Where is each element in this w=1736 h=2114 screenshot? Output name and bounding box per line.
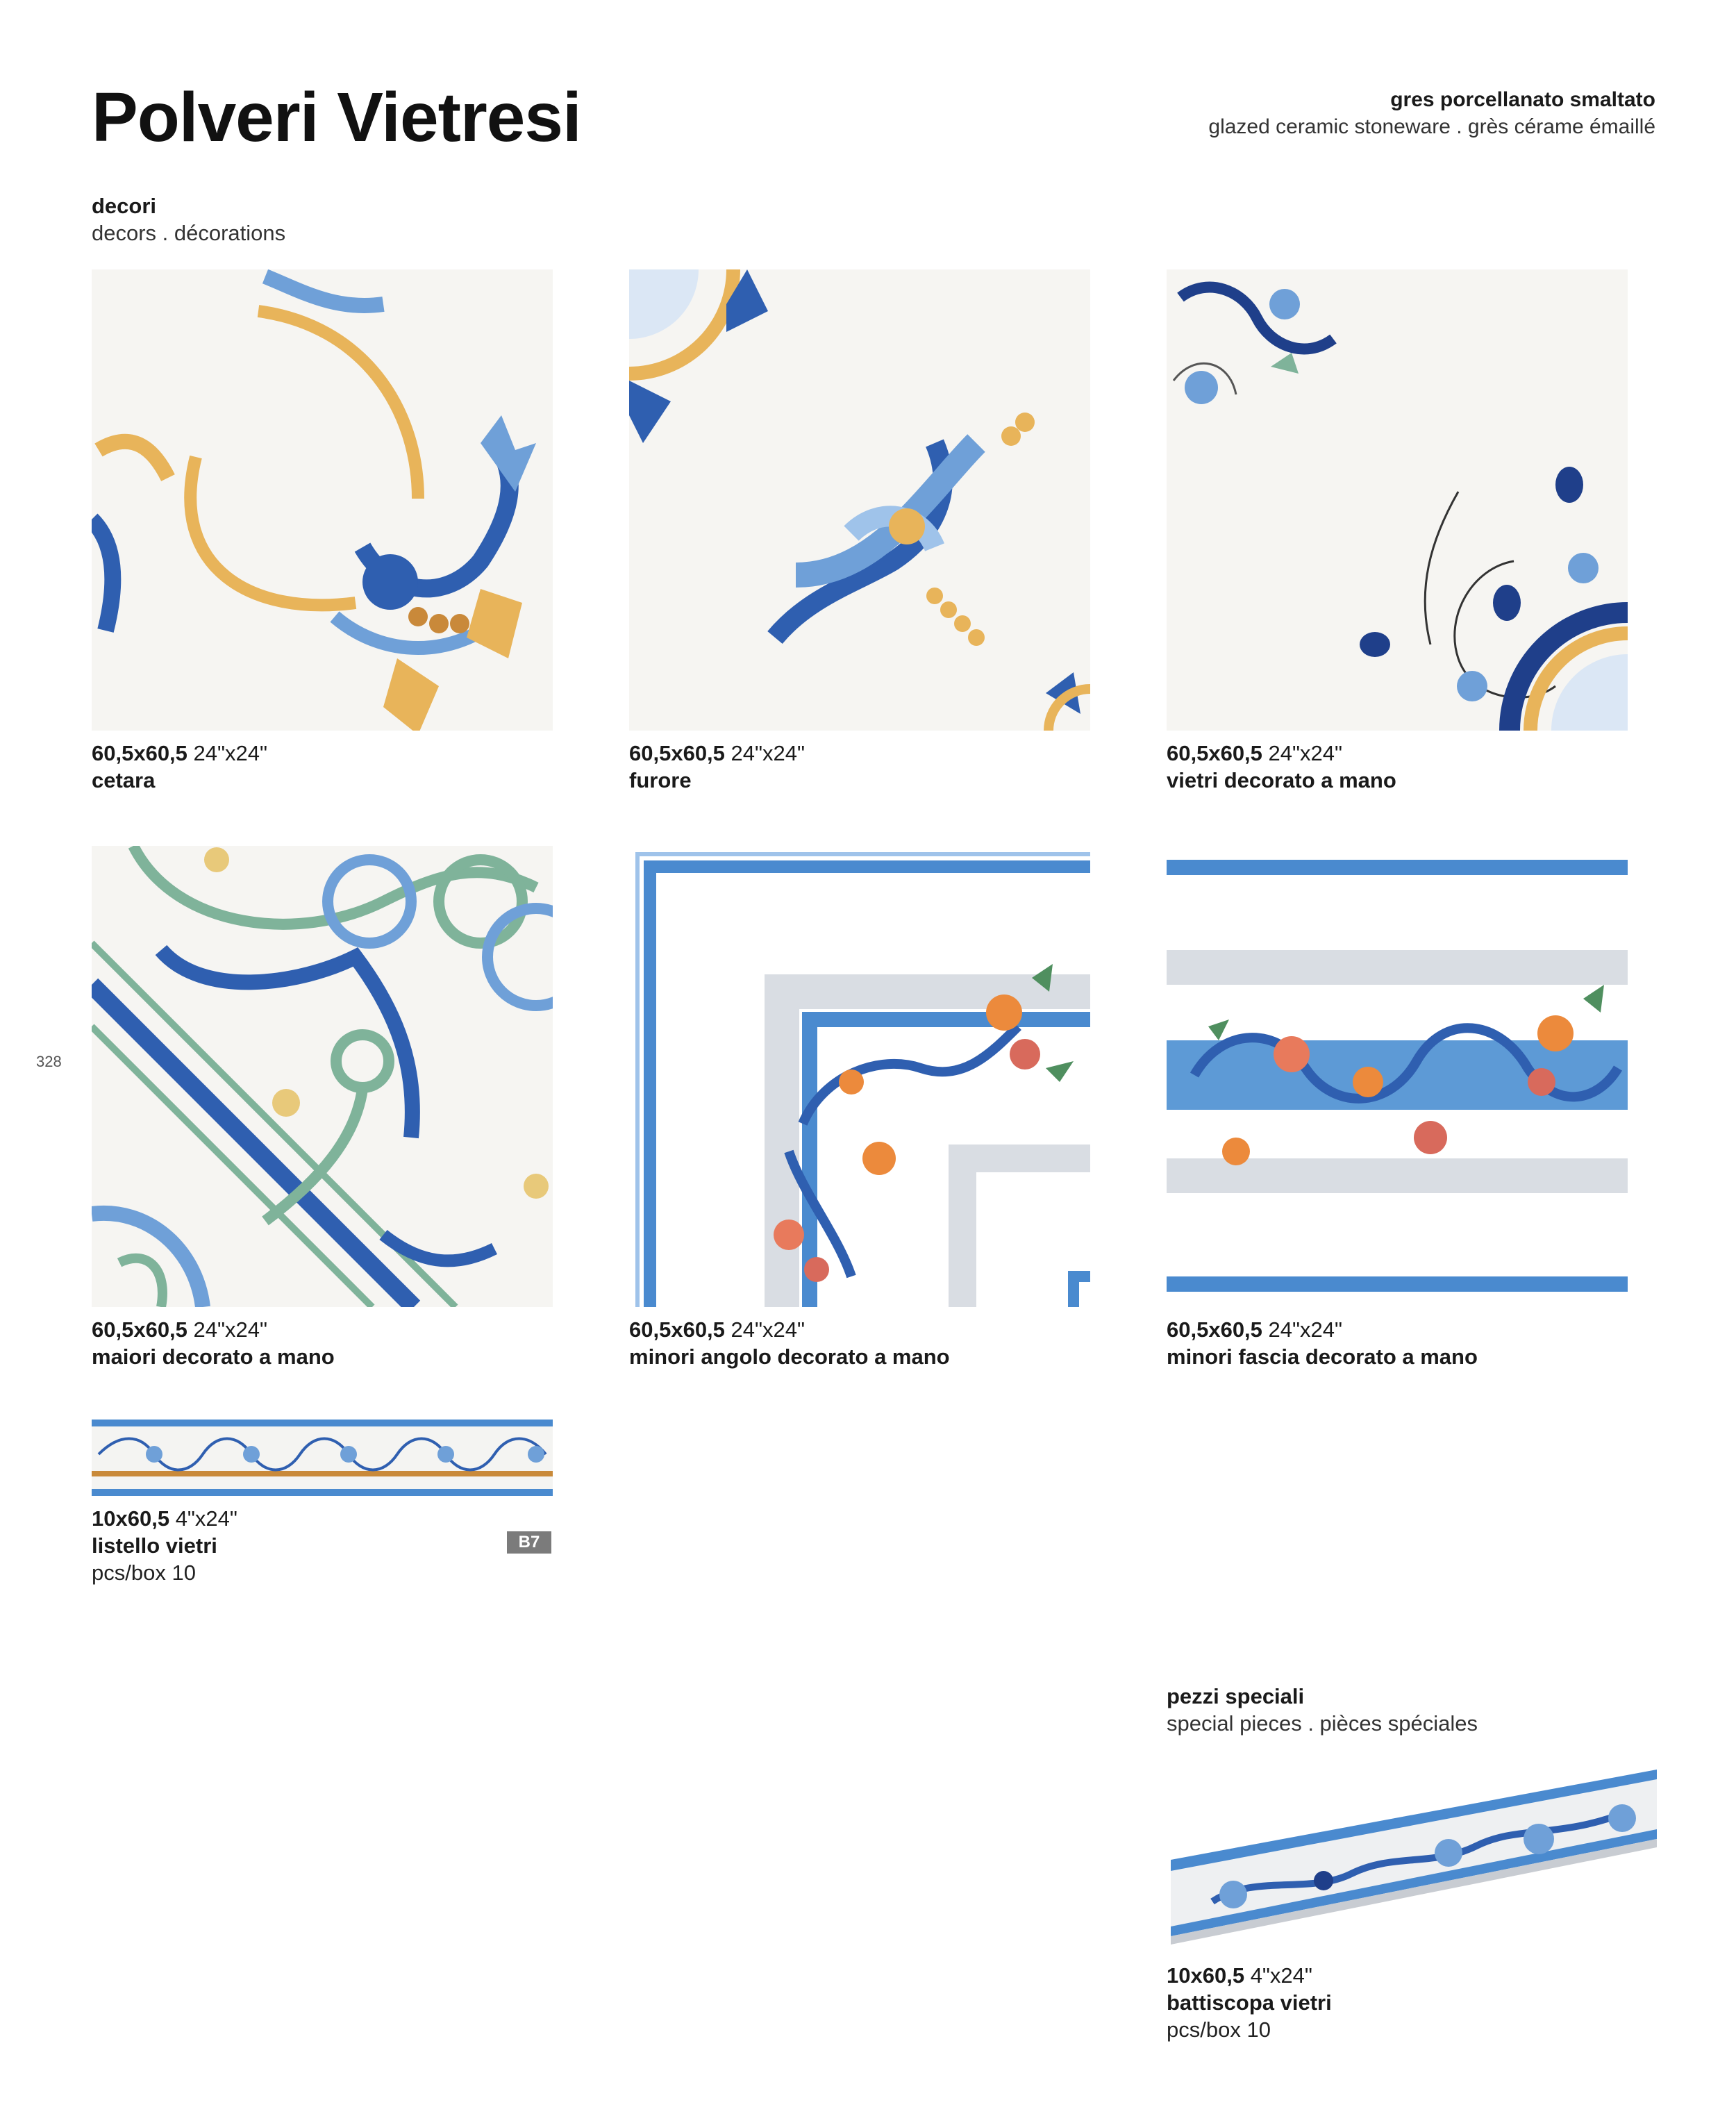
product-caption: 60,5x60,5 24"x24" furore bbox=[629, 740, 805, 794]
section-special-heading bbox=[1167, 1683, 1478, 1738]
minori-fascia-pattern bbox=[1167, 846, 1628, 1307]
product-caption: 60,5x60,5 24"x24" minori angolo decorato a mano bbox=[629, 1317, 950, 1371]
material-translations: glazed ceramic stoneware . grès cérame émaillé bbox=[1208, 115, 1655, 138]
product-name: vietri decorato a mano bbox=[1167, 767, 1396, 792]
tile-image-cetara[interactable] bbox=[92, 269, 553, 731]
cetara-pattern bbox=[92, 269, 553, 731]
product-name: minori angolo decorato a mano bbox=[629, 1344, 950, 1369]
battiscopa-image[interactable] bbox=[1171, 1770, 1657, 1950]
battiscopa-pcs: pcs/box 10 bbox=[1167, 2017, 1271, 2042]
listello-image[interactable] bbox=[92, 1420, 553, 1496]
product-name: cetara bbox=[92, 767, 156, 792]
product-caption: 60,5x60,5 24"x24" cetara bbox=[92, 740, 267, 794]
product-caption: 60,5x60,5 24"x24" maiori decorato a mano bbox=[92, 1317, 335, 1371]
page-title: Polveri Vietresi bbox=[92, 78, 581, 156]
section-decors-title: decori bbox=[92, 194, 157, 218]
listello-name: listello vietri bbox=[92, 1533, 217, 1558]
tile-image-maiori[interactable] bbox=[92, 846, 553, 1307]
battiscopa-name: battiscopa vietri bbox=[1167, 1990, 1332, 2015]
tile-image-minori-fascia[interactable] bbox=[1167, 846, 1628, 1307]
tile-image-minori-angolo[interactable] bbox=[629, 846, 1090, 1307]
product-name: minori fascia decorato a mano bbox=[1167, 1344, 1478, 1369]
vietri-pattern bbox=[1167, 269, 1628, 731]
product-caption: 60,5x60,5 24"x24" vietri decorato a mano bbox=[1167, 740, 1396, 794]
minori-angolo-pattern bbox=[629, 846, 1090, 1307]
page-number: 328 bbox=[36, 1053, 62, 1070]
product-name: maiori decorato a mano bbox=[92, 1344, 335, 1369]
section-decors-subtitle: decors . décorations bbox=[92, 220, 286, 245]
listello-pcs: pcs/box 10 bbox=[92, 1560, 196, 1585]
battiscopa-pattern bbox=[1171, 1770, 1657, 1950]
furore-pattern bbox=[629, 269, 1090, 731]
tile-image-vietri-decorato[interactable] bbox=[1167, 269, 1628, 731]
packaging-badge: B7 bbox=[507, 1531, 551, 1554]
listello-pattern bbox=[92, 1420, 553, 1496]
product-name: furore bbox=[629, 767, 692, 792]
material-description bbox=[1208, 86, 1655, 140]
section-special-title: pezzi speciali bbox=[1167, 1684, 1305, 1708]
battiscopa-caption: 10x60,5 4"x24" battiscopa vietri pcs/box 10 bbox=[1167, 1963, 1332, 2043]
maiori-pattern bbox=[92, 846, 553, 1307]
product-caption: 60,5x60,5 24"x24" minori fascia decorato a mano bbox=[1167, 1317, 1478, 1371]
section-special-subtitle: special pieces . pièces spéciales bbox=[1167, 1711, 1478, 1736]
tile-image-furore[interactable] bbox=[629, 269, 1090, 731]
section-decors-heading bbox=[92, 193, 285, 247]
material-italian: gres porcellanato smaltato bbox=[1390, 88, 1655, 111]
listello-caption: 10x60,5 4"x24" listello vietri pcs/box 10 bbox=[92, 1506, 237, 1586]
